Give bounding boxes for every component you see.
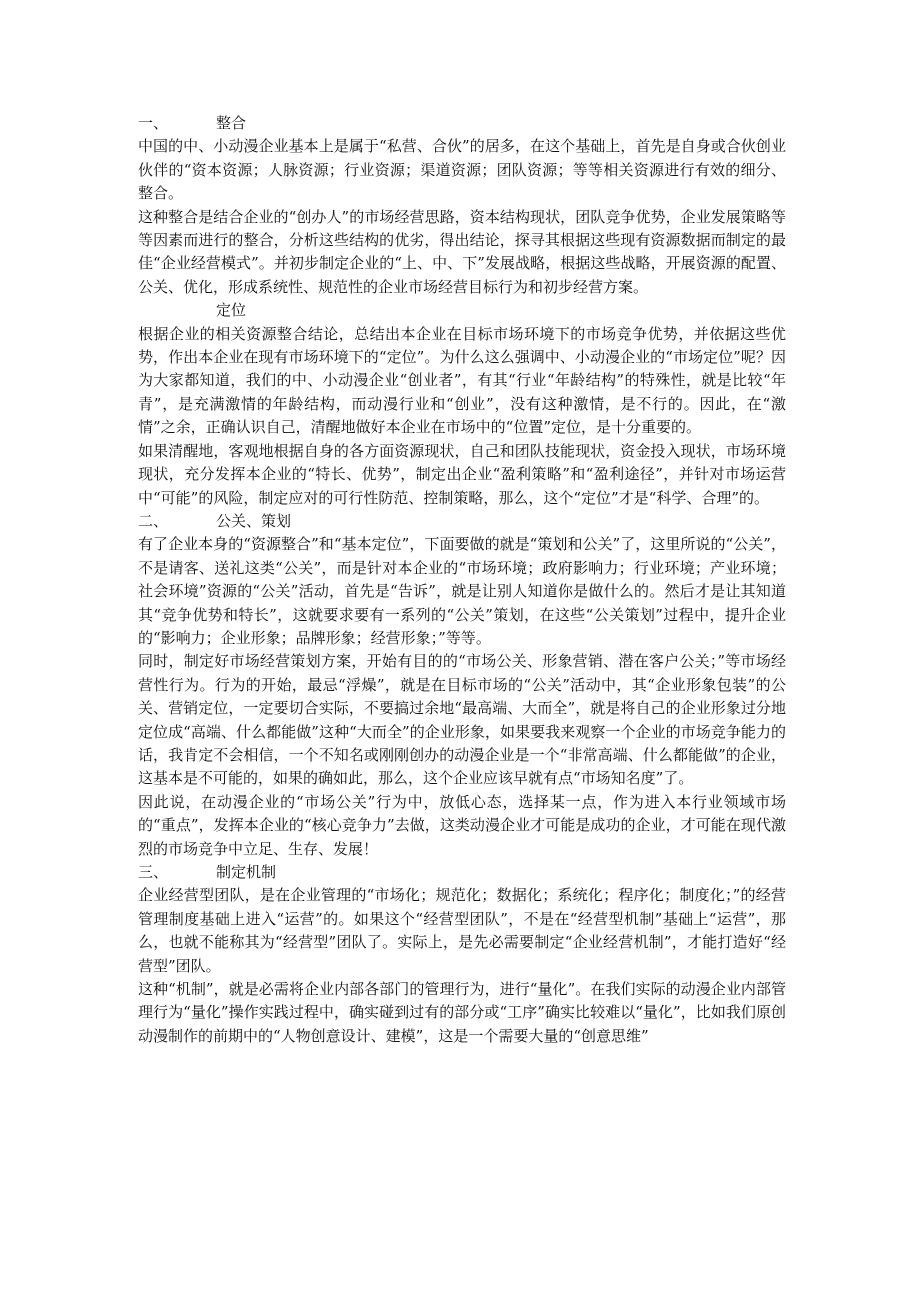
section-number: 三、 — [138, 863, 169, 881]
document-page — [138, 112, 786, 1048]
paragraph: 中国的中、小动漫企业基本上是属于“私营、合伙”的居多，在这个基础上，首先是自身或合伙创业伙伴的“资本资源；人脉资源；行业资源；渠道资源；团队资源；等等相关资源进行有效的细分、整合。 — [138, 137, 786, 203]
paragraph: 这种“机制”，就是必需将企业内部各部门的管理行为，进行“量化”。在我们实际的动漫企业内部管理行为“量化”操作实践过程中，确实碰到过有的部分或“工序”确实比较难以“量化”，比如我们原创动漫制作的前期中的“人物创意设计、建模”，这是一个需要大量的“创意思维” — [138, 980, 786, 1045]
section-title: 定位 — [216, 301, 247, 320]
paragraph: 这种整合是结合企业的“创办人”的市场经营思路，资本结构现状，团队竞争优势，企业发展策略等等因素而进行的整合，分析这些结构的优劣，得出结论，探寻其根据这些现有资源数据而制定的最佳“企业经营模式”。并初步制定企业的“上、中、下”发展战略，根据这些战略，开展资源的配置、公关、优化，形成系统性、规范性的企业市场经营目标行为和初步经营方案。 — [138, 207, 786, 296]
section-title: 公关、策划 — [216, 511, 292, 530]
paragraph: 如果清醒地，客观地根据自身的各方面资源现状，自己和团队技能现状，资金投入现状，市场环境现状，充分发挥本企业的“特长、优势”，制定出企业“盈利策略”和“盈利途径”，并针对市场运营中“可能”的风险，制定应对的可行性防范、控制策略，那么，这个“定位”才是“科学、合理”的。 — [138, 441, 786, 507]
paragraph: 同时，制定好市场经营策划方案，开始有目的的“市场公关、形象营销、潜在客户公关；”等市场经营性行为。行为的开始，最忌“浮燥”，就是在目标市场的“公关”活动中，其“企业形象包装”的公关、营销定位，一定要切合实际，不要搞过余地“最高端、大而全”，就是将自己的企业形象过分地定位成“高端、什么都能做”这种“大而全”的企业形象，如果要我来观察一个企业的市场竞争能力的话，我肯定不会相信，一个不知名或刚刚创办的动漫企业是一个“非常高端、什么都能做”的企业，这基本是不可能的，如果的确如此，那么，这个企业应该早就有点“市场知名度”了。 — [138, 652, 786, 788]
section-title: 整合 — [216, 114, 247, 132]
paragraph: 企业经营型团队，是在企业管理的“市场化；规范化；数据化；系统化；程序化；制度化；”的经营管理制度基础上进入“运营”的。如果这个“经营型团队”，不是在“经营型机制”基础上“运营”，那么，也就不能称其为“经营型”团队了。实际上，是先必需要制定“企业经营机制”，才能打造好“经营型”团队。 — [138, 886, 786, 975]
section-heading — [138, 299, 786, 322]
paragraph: 根据企业的相关资源整合结论，总结出本企业在目标市场环境下的市场竞争优势，并依据这些优势，作出本企业在现有市场环境下的“定位”。为什么这么强调中、小动漫企业的“市场定位”呢？因为大家都知道，我们的中、小动漫企业“创业者”，有其“行业“年龄结构”的特殊性，就是比较“年青”，是充满激情的年龄结构，而动漫行业和“创业”，没有这种激情，是不行的。因此，在“激情”之余，正确认识自己，清醒地做好本企业在市场中的“位置”定位，是十分重要的。 — [138, 324, 786, 437]
section-number: 一、 — [138, 114, 169, 132]
section-heading — [138, 861, 786, 884]
section-heading — [138, 112, 786, 135]
paragraph: 因此说，在动漫企业的“市场公关”行为中，放低心态，选择某一点，作为进入本行业领域市场的“重点”，发挥本企业的“核心竞争力”去做，这类动漫企业才可能是成功的企业，才可能在现代激烈的市场竞争中立足、生存、发展！ — [138, 792, 786, 858]
paragraph: 有了企业本身的“资源整合”和“基本定位”，下面要做的就是“策划和公关”了，这里所说的“公关”，不是请客、送礼这类“公关”，而是针对本企业的“市场环境；政府影响力；行业环境；产业环境；社会环境”资源的“公关”活动，首先是“告诉”，就是让别人知道你是做什么的。然后才是让其知道其“竞争优势和特长”，这就要求要有一系列的“公关”策划，在这些“公关策划”过程中，提升企业的“影响力；企业形象；品牌形象；经营形象；”等等。 — [138, 535, 786, 647]
section-number: 二、 — [138, 511, 169, 530]
section-heading — [138, 510, 786, 533]
section-title: 制定机制 — [216, 863, 277, 881]
